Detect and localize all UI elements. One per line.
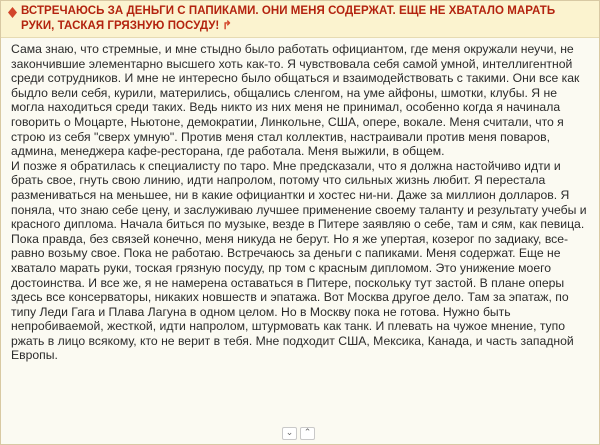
- share-arrow-icon[interactable]: ↱: [222, 20, 232, 32]
- story-paragraph-2: И позже я обратилась к специалисту по таро. Мне предсказали, что я должна настойчиво идти и брать свое, гнуть свою линию, идти напролом, потому что сильных жизнь любит. Я перестала размениваться на меньшее, ни в какие официантки и хостес ни-ни. Даже за миллион долларов. Я поняла, что знаю себе цену, и заслуживаю лучшее применение своему таланту и результату учебы и красного диплома. Начала биться по музыке, везде в Питере заявляю о себе, там и сям, как певица. Пока правда, без связей конечно, меня никуда не берут. Но я же упертая, козерог по задиаку, все-равно возьму свое. Пока не работаю. Встречаюсь за деньги с папиками. Меня содержат. Еще не хватало марать руки, тоская грязную посуду, пр том с красным дипломом. Это унижение моего достоинства. И все же, я не намерена оставаться в Питере, поскольку тут застой. В плане оперы здесь все консерваторы, никаких новшеств и эпатажа. Вот Москва другое дело. Там за эпатаж, по типу Леди Гага и Плава Лагуна в одном целом. Но в Москву пока не готова. Нужно быть непробиваемой, жесткой, идти напролом, штурмовать как танк. И плевать на чужое мнение, тупо ржать в лицо всякому, кто не верит в тебя. Мне подходит США, Мексика, Канада, и часть западной Европы.: [11, 158, 587, 363]
- scroll-up-button[interactable]: ⌃: [300, 427, 315, 440]
- story-title-text[interactable]: ВСТРЕЧАЮСЬ ЗА ДЕНЬГИ С ПАПИКАМИ. ОНИ МЕНЯ СОДЕРЖАТ. ЕЩЕ НЕ ХВАТАЛО МАРАТЬ РУКИ, ТАСКАЯ ГРЯЗНУЮ ПОСУДУ!: [21, 5, 556, 32]
- story-body: [11, 42, 593, 363]
- scroll-down-button[interactable]: ⌄: [282, 427, 297, 440]
- pager-controls: [282, 427, 315, 439]
- diamond-bullet-icon: [7, 6, 17, 18]
- story-paragraph-1: Сама знаю, что стремные, и мне стыдно было работать официантом, где меня окружали неучи, не закончившие элементарно высшего хоть как-то. Я чувствовала себя самой умной, интеллигентной среди сотрудников. И мне не интересно было общаться и взаимодействовать с такими. Они все как быдло вели себя, курили, матерились, общались сленгом, на уме айфоны, шмотки, клубы. Я не могла находиться среди таких. Ведь никто из них меня не принимал, особенно когда я начинала говорить о Моцарте, Ньютоне, демократии, Линкольне, США, опере, вокале. Меня считали, что я строю из себя "сверх умную". Против меня стал коллектив, настраивали против меня поваров, админа, менеджера кафе-ресторана, где работала. Меня выжили, в общем.: [11, 42, 580, 159]
- story-title[interactable]: [21, 4, 591, 34]
- story-header: [1, 1, 599, 38]
